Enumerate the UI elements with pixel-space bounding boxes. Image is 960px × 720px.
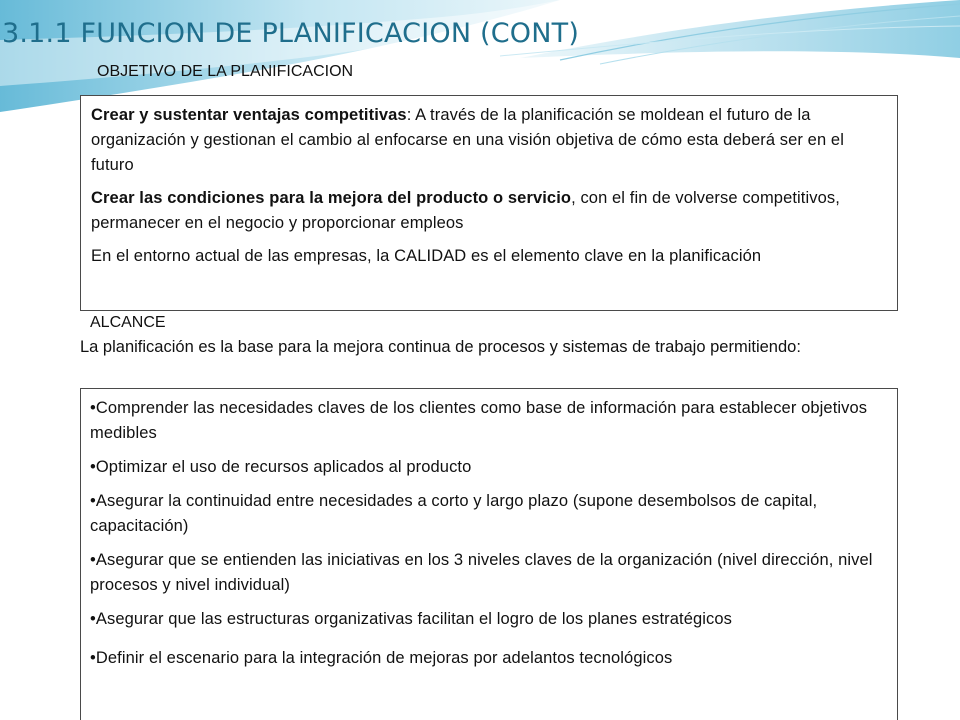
objective-item [91,186,887,236]
scope-list-item: •Comprender las necesidades claves de los clientes como base de información para establecer objetivos medibles [90,399,868,442]
objective-box [80,95,898,311]
objective-item-bold: Crear las condiciones para la mejora del producto o servicio [91,189,572,207]
objective-item [91,244,887,269]
slide-title: 3.1.1 FUNCION DE PLANIFICACION (CONT) [2,18,580,49]
scope-box [80,388,898,720]
objective-item-text: , con el fin de volverse competitivos, permanecer en el negocio y proporcionar empleos [91,189,840,232]
objective-item-text: En el entorno actual de las empresas, la CALIDAD es el elemento clave en la planificación [91,247,762,265]
scope-section-label: ALCANCE [90,314,166,331]
scope-list-item: •Asegurar que se entienden las iniciativas en los 3 niveles claves de la organización (nivel dirección, nivel procesos y nivel individual) [90,551,873,594]
objective-item [91,103,887,178]
objective-section-label: OBJETIVO DE LA PLANIFICACION [97,63,354,80]
scope-list-item: •Optimizar el uso de recursos aplicados al producto [90,458,472,476]
scope-list-item: •Definir el escenario para la integración de mejoras por adelantos tecnológicos [90,649,673,667]
objective-item-bold: Crear y sustentar ventajas competitivas [91,106,407,124]
objective-item-text: : A través de la planificación se moldean el futuro de la organización y gestionan el cambio al enfocarse en una visión objetiva de cómo esta deberá ser en el futuro [91,106,844,174]
scope-list-item: •Asegurar que las estructuras organizativas facilitan el logro de los planes estratégicos [90,610,733,628]
scope-list-item: •Asegurar la continuidad entre necesidades a corto y largo plazo (supone desembolsos de capital, capacitación) [90,492,818,535]
scope-intro: La planificación es la base para la mejora continua de procesos y sistemas de trabajo permitiendo: [80,338,801,356]
wave-band-right [520,0,960,58]
